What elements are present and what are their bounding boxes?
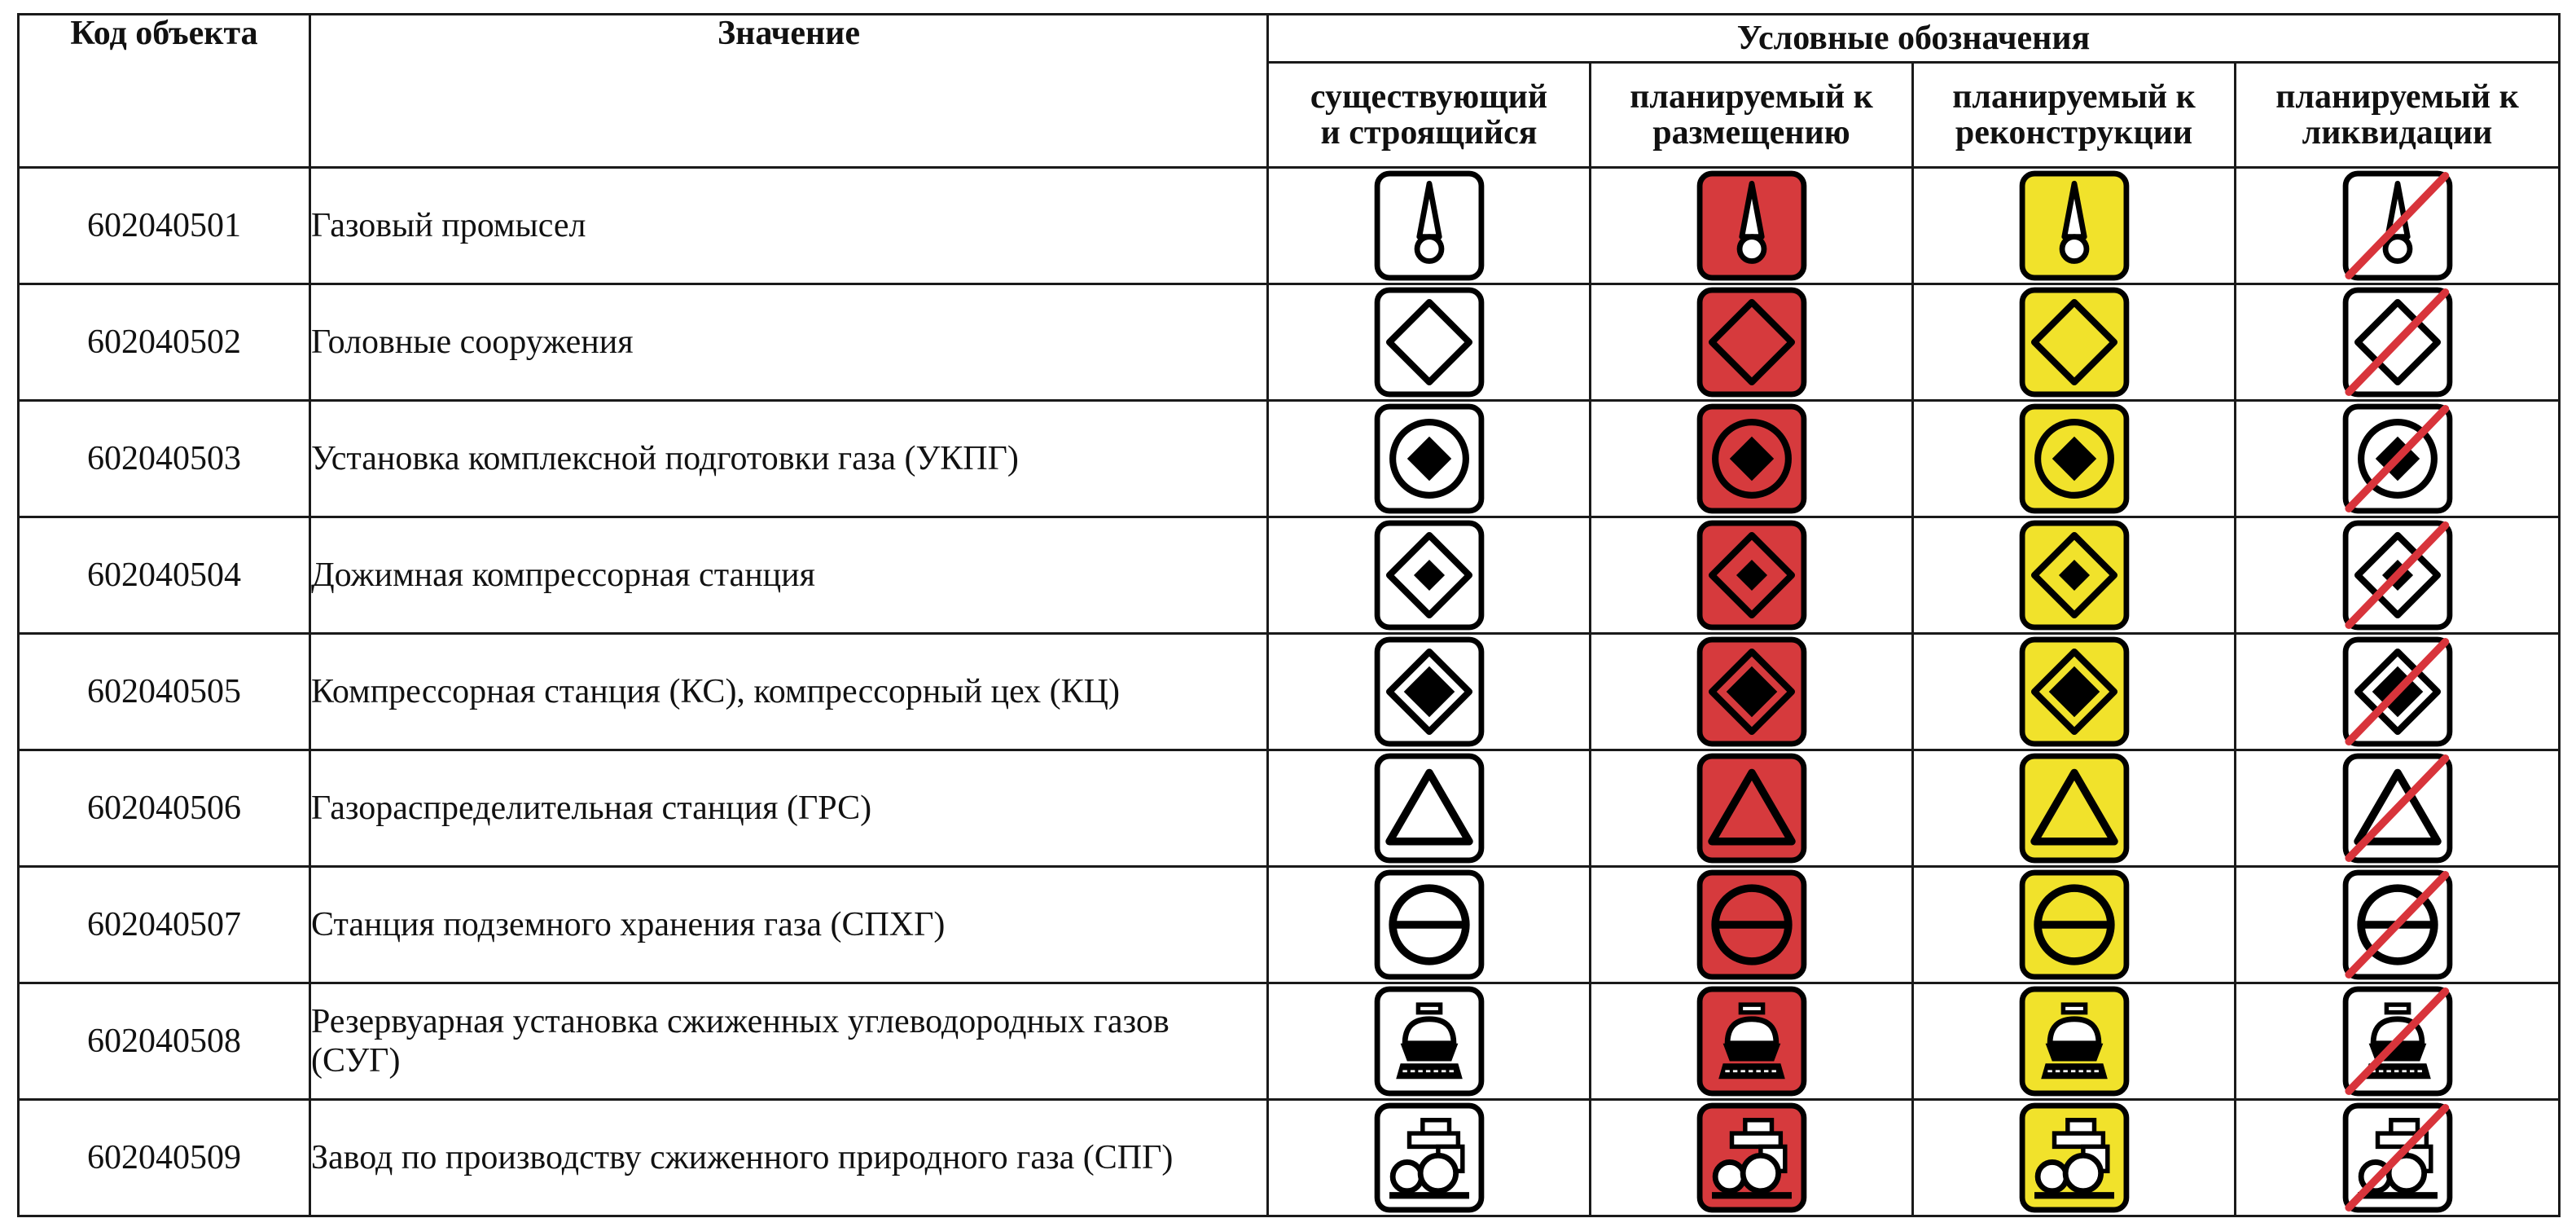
symbol-cell-planned bbox=[1591, 983, 1913, 1100]
object-meaning: Компрессорная станция (КС), компрессорный цех (КЦ) bbox=[310, 634, 1268, 750]
object-code: 602040503 bbox=[19, 401, 310, 517]
status-header-reconstruction: планируемый к реконструкции bbox=[1913, 63, 2236, 168]
compressor-station-existing-icon bbox=[1374, 636, 1485, 747]
object-meaning: Газораспределительная станция (ГРС) bbox=[310, 750, 1268, 867]
symbol-cell-planned bbox=[1591, 517, 1913, 634]
symbol-cell-existing bbox=[1268, 1100, 1591, 1216]
lpg-tank-installation-liquidation-icon bbox=[2342, 986, 2453, 1097]
object-meaning: Установка комплексной подготовки газа (УКПГ) bbox=[310, 401, 1268, 517]
symbol-cell-existing bbox=[1268, 867, 1591, 983]
underground-gas-storage-reconstruction-icon bbox=[2019, 869, 2130, 980]
symbol-cell-liquidation bbox=[2236, 867, 2560, 983]
underground-gas-storage-existing-icon bbox=[1374, 869, 1485, 980]
symbol-cell-reconstruction bbox=[1913, 1100, 2236, 1216]
underground-gas-storage-planned-icon bbox=[1696, 869, 1807, 980]
legend-table bbox=[17, 13, 2561, 1217]
status-header-existing: существующий и строящийся bbox=[1268, 63, 1591, 168]
head-structures-existing-icon bbox=[1374, 287, 1485, 398]
object-meaning: Головные сооружения bbox=[310, 284, 1268, 401]
table-row bbox=[19, 284, 2560, 401]
symbol-cell-planned bbox=[1591, 168, 1913, 284]
table-row bbox=[19, 168, 2560, 284]
symbol-cell-liquidation bbox=[2236, 517, 2560, 634]
gas-treatment-unit-liquidation-icon bbox=[2342, 403, 2453, 514]
symbol-cell-existing bbox=[1268, 983, 1591, 1100]
object-code: 602040508 bbox=[19, 983, 310, 1100]
compressor-station-reconstruction-icon bbox=[2019, 636, 2130, 747]
head-structures-planned-icon bbox=[1696, 287, 1807, 398]
symbol-cell-liquidation bbox=[2236, 750, 2560, 867]
compressor-station-planned-icon bbox=[1696, 636, 1807, 747]
object-meaning: Резервуарная установка сжиженных углеводородных газов (СУГ) bbox=[310, 983, 1268, 1100]
symbol-cell-existing bbox=[1268, 517, 1591, 634]
object-code: 602040506 bbox=[19, 750, 310, 867]
booster-compressor-station-reconstruction-icon bbox=[2019, 520, 2130, 631]
table-row bbox=[19, 517, 2560, 634]
lpg-tank-installation-reconstruction-icon bbox=[2019, 986, 2130, 1097]
underground-gas-storage-liquidation-icon bbox=[2342, 869, 2453, 980]
compressor-station-liquidation-icon bbox=[2342, 636, 2453, 747]
booster-compressor-station-existing-icon bbox=[1374, 520, 1485, 631]
object-meaning: Газовый промысел bbox=[310, 168, 1268, 284]
symbol-cell-reconstruction bbox=[1913, 401, 2236, 517]
symbol-cell-liquidation bbox=[2236, 168, 2560, 284]
booster-compressor-station-liquidation-icon bbox=[2342, 520, 2453, 631]
symbol-cell-planned bbox=[1591, 284, 1913, 401]
object-code: 602040504 bbox=[19, 517, 310, 634]
lpg-tank-installation-planned-icon bbox=[1696, 986, 1807, 1097]
gas-treatment-unit-reconstruction-icon bbox=[2019, 403, 2130, 514]
symbol-cell-reconstruction bbox=[1913, 983, 2236, 1100]
object-code: 602040509 bbox=[19, 1100, 310, 1216]
symbol-cell-existing bbox=[1268, 284, 1591, 401]
symbol-cell-planned bbox=[1591, 1100, 1913, 1216]
symbol-cell-liquidation bbox=[2236, 401, 2560, 517]
symbol-cell-liquidation bbox=[2236, 1100, 2560, 1216]
table-row bbox=[19, 750, 2560, 867]
table-row bbox=[19, 1100, 2560, 1216]
legend-header: Условные обозначения bbox=[1268, 15, 2560, 63]
gas-field-liquidation-icon bbox=[2342, 170, 2453, 281]
lng-plant-planned-icon bbox=[1696, 1102, 1807, 1213]
symbol-cell-existing bbox=[1268, 401, 1591, 517]
symbol-cell-reconstruction bbox=[1913, 634, 2236, 750]
gas-distribution-station-planned-icon bbox=[1696, 753, 1807, 864]
symbol-cell-reconstruction bbox=[1913, 168, 2236, 284]
symbol-cell-liquidation bbox=[2236, 983, 2560, 1100]
symbol-cell-liquidation bbox=[2236, 284, 2560, 401]
object-meaning: Дожимная компрессорная станция bbox=[310, 517, 1268, 634]
symbol-cell-planned bbox=[1591, 867, 1913, 983]
symbol-cell-reconstruction bbox=[1913, 867, 2236, 983]
booster-compressor-station-planned-icon bbox=[1696, 520, 1807, 631]
lng-plant-existing-icon bbox=[1374, 1102, 1485, 1213]
table-row bbox=[19, 867, 2560, 983]
object-code: 602040505 bbox=[19, 634, 310, 750]
object-code: 602040502 bbox=[19, 284, 310, 401]
symbol-cell-existing bbox=[1268, 750, 1591, 867]
object-meaning: Завод по производству сжиженного природного газа (СПГ) bbox=[310, 1100, 1268, 1216]
symbol-cell-planned bbox=[1591, 401, 1913, 517]
symbol-cell-reconstruction bbox=[1913, 284, 2236, 401]
object-code: 602040501 bbox=[19, 168, 310, 284]
symbol-cell-reconstruction bbox=[1913, 517, 2236, 634]
symbol-cell-existing bbox=[1268, 168, 1591, 284]
head-structures-liquidation-icon bbox=[2342, 287, 2453, 398]
lng-plant-reconstruction-icon bbox=[2019, 1102, 2130, 1213]
gas-field-existing-icon bbox=[1374, 170, 1485, 281]
lng-plant-liquidation-icon bbox=[2342, 1102, 2453, 1213]
lpg-tank-installation-existing-icon bbox=[1374, 986, 1485, 1097]
symbol-cell-liquidation bbox=[2236, 634, 2560, 750]
gas-treatment-unit-planned-icon bbox=[1696, 403, 1807, 514]
head-structures-reconstruction-icon bbox=[2019, 287, 2130, 398]
status-header-liquidation: планируемый к ликвидации bbox=[2236, 63, 2560, 168]
gas-distribution-station-reconstruction-icon bbox=[2019, 753, 2130, 864]
gas-field-reconstruction-icon bbox=[2019, 170, 2130, 281]
meaning-header: Значение bbox=[310, 15, 1268, 168]
gas-treatment-unit-existing-icon bbox=[1374, 403, 1485, 514]
gas-distribution-station-liquidation-icon bbox=[2342, 753, 2453, 864]
symbol-cell-planned bbox=[1591, 634, 1913, 750]
object-code: 602040507 bbox=[19, 867, 310, 983]
gas-field-planned-icon bbox=[1696, 170, 1807, 281]
symbol-cell-existing bbox=[1268, 634, 1591, 750]
gas-distribution-station-existing-icon bbox=[1374, 753, 1485, 864]
table-row bbox=[19, 983, 2560, 1100]
symbol-cell-reconstruction bbox=[1913, 750, 2236, 867]
status-header-planned: планируемый к размещению bbox=[1591, 63, 1913, 168]
object-meaning: Станция подземного хранения газа (СПХГ) bbox=[310, 867, 1268, 983]
table-row bbox=[19, 401, 2560, 517]
table-row bbox=[19, 634, 2560, 750]
symbol-cell-planned bbox=[1591, 750, 1913, 867]
code-header: Код объекта bbox=[19, 15, 310, 168]
